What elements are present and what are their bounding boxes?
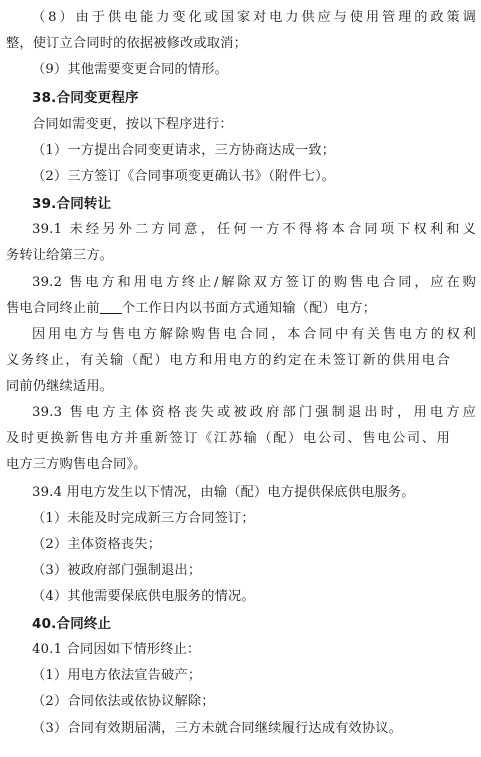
paragraph-line: 务转让给第三方。	[6, 248, 114, 263]
section-heading-40: 40.合同终止	[32, 616, 112, 632]
line-text-before-blank: 售电合同终止前	[6, 301, 100, 316]
list-item: （3）被政府部门强制退出；	[32, 563, 202, 578]
paragraph-line: 义务终止，有关输（配）电方和用电方的约定在未签订新的供用电合	[6, 353, 450, 368]
list-item: （1）一方提出合同变更请求，三方协商达成一致；	[32, 143, 336, 158]
paragraph-line: 整，使订立合同时的依据被修改或取消；	[6, 36, 247, 51]
list-item: （3）合同有效期届满，三方未就合同继续履行达成有效协议。	[32, 721, 403, 736]
section-heading-38: 38.合同变更程序	[32, 90, 139, 106]
paragraph-line: 及时更换新售电方并重新签订《江苏输（配）电公司、售电公司、用	[6, 431, 450, 446]
list-item: （1）用电方依法宣告破产；	[32, 668, 202, 683]
paragraph-line: 39.2 售电方和用电方终止/解除双方签订的购售电合同，应在购	[32, 275, 476, 290]
paragraph-line: 39.4 用电方发生以下情况，由输（配）电方提供保底供电服务。	[32, 485, 415, 500]
paragraph-line: 39.1 未经另外二方同意，任何一方不得将本合同项下权利和义	[32, 222, 476, 237]
paragraph-line	[0, 296, 376, 322]
paragraph-line: 同前仍继续适用。	[6, 379, 114, 394]
paragraph-line: 40.1 合同因如下情形终止：	[32, 642, 201, 657]
paragraph-line: 合同如需变更，按以下程序进行：	[32, 117, 233, 132]
paragraph-line: （8）由于供电能力变化或国家对电力供应与使用管理的政策调	[32, 10, 476, 25]
line-text-after-blank: 个工作日内以书面方式通知输（配）电方；	[121, 301, 377, 316]
fill-in-blank[interactable]	[100, 299, 122, 314]
list-item: （2）主体资格丧失；	[32, 537, 162, 552]
paragraph-line: 因用电方与售电方解除购售电合同，本合同中有关售电方的权利	[32, 327, 476, 342]
list-item: （1）未能及时完成新三方合同签订；	[32, 511, 255, 526]
section-heading-39: 39.合同转让	[32, 196, 112, 212]
paragraph-line: 39.3 售电方主体资格丧失或被政府部门强制退出时，用电方应	[32, 405, 476, 420]
paragraph-line: （9）其他需要变更合同的情形。	[32, 62, 229, 77]
list-item: （2）合同依法或依协议解除；	[32, 694, 215, 709]
paragraph-line: 电方三方购售电合同》。	[6, 457, 147, 472]
list-item: （4）其他需要保底供电服务的情况。	[32, 589, 255, 604]
list-item: （2）三方签订《合同事项变更确认书》（附件七）。	[32, 169, 336, 184]
